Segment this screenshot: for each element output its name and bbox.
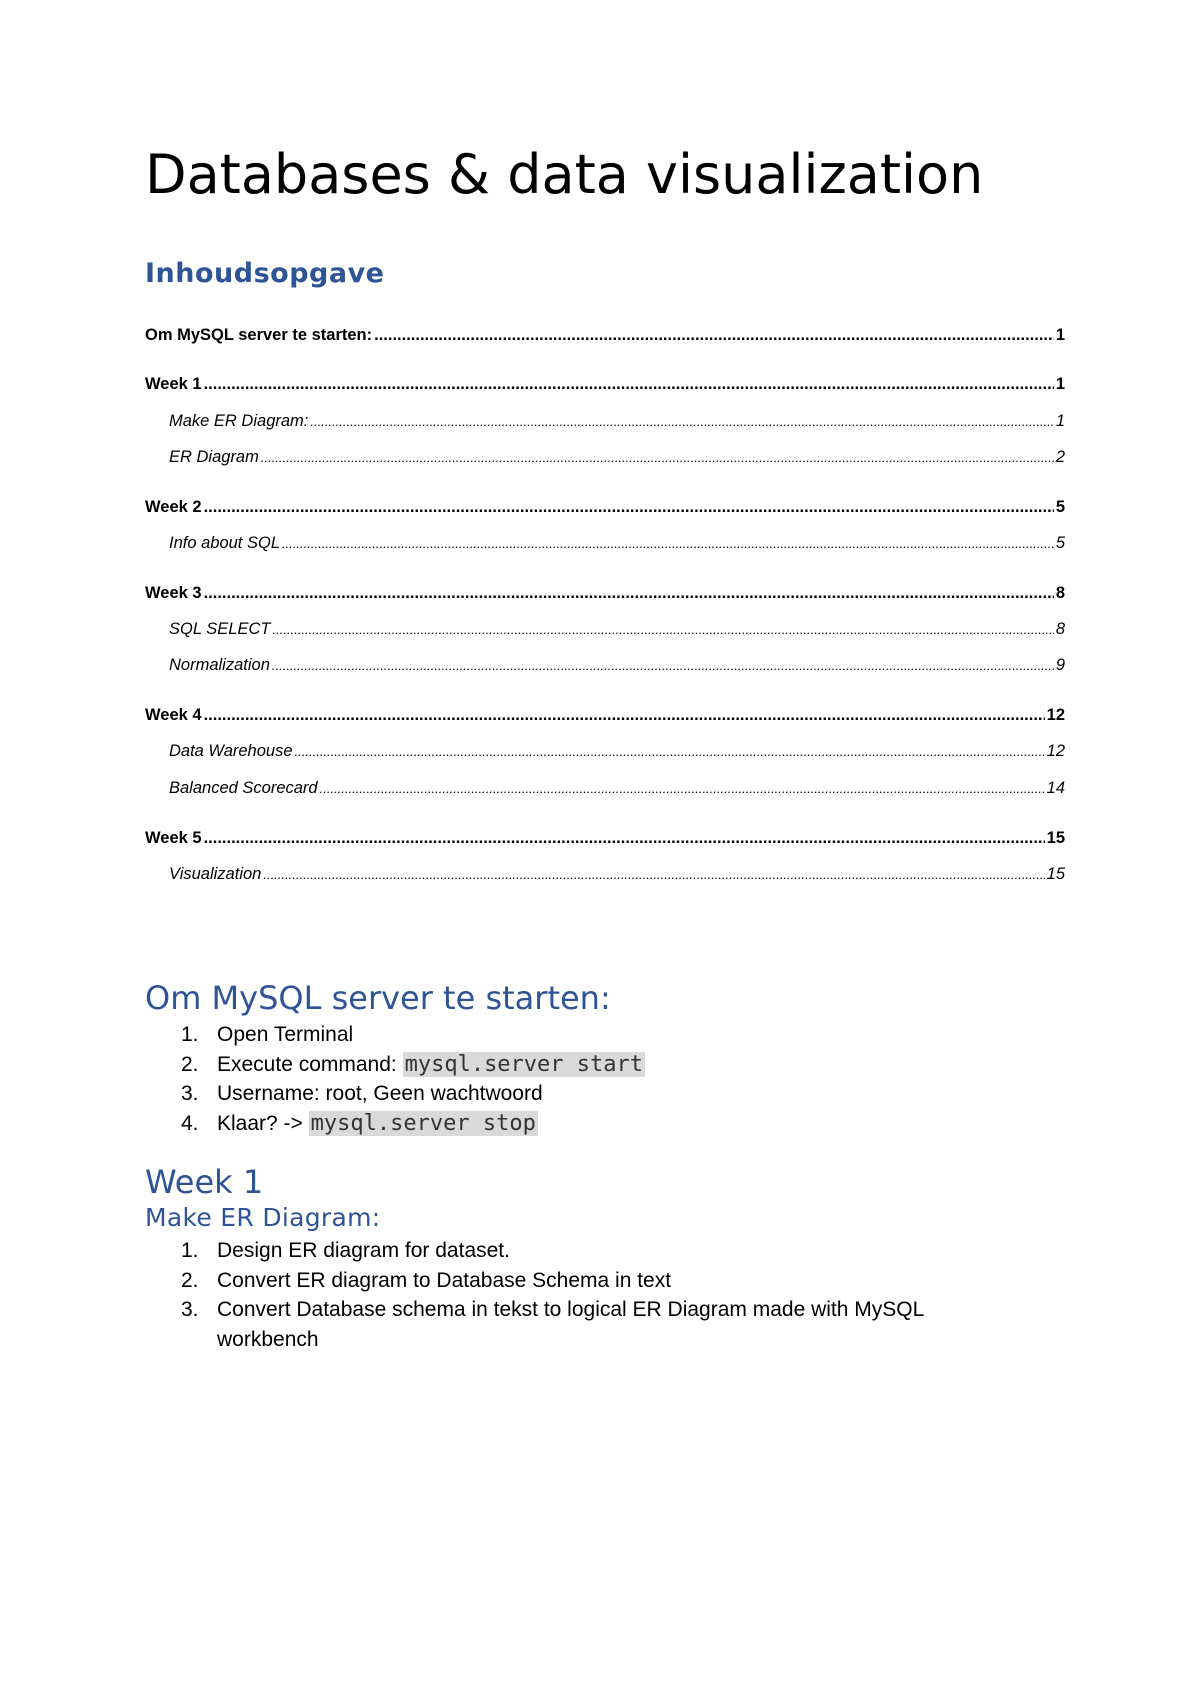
toc-page-number: 1	[1055, 412, 1065, 430]
toc-entry-week-1[interactable]	[145, 372, 1065, 396]
toc-entry-label: Data Warehouse	[169, 742, 293, 760]
toc-entry-balanced-scorecard[interactable]	[169, 776, 1065, 800]
toc-page-number: 12	[1046, 742, 1065, 760]
toc-leader-dots	[204, 826, 1045, 850]
toc-entry-label: Week 1	[145, 375, 202, 393]
list-text	[217, 1079, 965, 1109]
list-text: Design ER diagram for dataset.	[217, 1239, 510, 1262]
toc-entry-label: ER Diagram	[169, 448, 259, 466]
list-text	[217, 1109, 965, 1139]
list-text: Convert ER diagram to Database Schema in text	[217, 1268, 672, 1292]
list-item	[145, 1079, 965, 1109]
toc-entry-data-warehouse[interactable]	[169, 739, 1065, 763]
toc-entry-week-4[interactable]	[145, 703, 1065, 727]
toc-entry-label: Visualization	[169, 865, 262, 883]
toc-page-number: 15	[1046, 829, 1065, 847]
list-item	[145, 1266, 965, 1296]
toc-leader-dots	[204, 581, 1054, 605]
list-text	[217, 1050, 965, 1080]
toc-entry-label: Week 5	[145, 829, 202, 847]
toc-entry-label: Normalization	[169, 656, 270, 674]
toc-entry-label: Balanced Scorecard	[169, 779, 318, 797]
toc-entry-info-about-sql[interactable]	[169, 531, 1065, 555]
toc-leader-dots	[263, 863, 1044, 887]
list-item	[145, 1295, 965, 1354]
toc-entry-week-3[interactable]	[145, 581, 1065, 605]
toc-entry-er-diagram[interactable]	[169, 445, 1065, 469]
step-text: Klaar? ->	[217, 1111, 309, 1135]
toc-page-number: 8	[1055, 584, 1065, 602]
list-number: 1.	[181, 1023, 199, 1046]
toc-entry-sql-select[interactable]	[169, 617, 1065, 641]
toc-heading: Inhoudsopgave	[145, 258, 385, 289]
toc-entry-label: SQL SELECT	[169, 620, 271, 638]
toc-leader-dots	[204, 495, 1054, 519]
toc-entry-week-2[interactable]	[145, 495, 1065, 519]
toc-page-number: 12	[1046, 706, 1065, 724]
toc-entry-normalization[interactable]	[169, 653, 1065, 677]
list-text: Convert Database schema in tekst to logical ER Diagram made with MySQL workbench	[217, 1298, 924, 1351]
list-number: 1.	[181, 1239, 199, 1262]
list-number: 2.	[181, 1268, 199, 1292]
toc-leader-dots	[282, 532, 1054, 556]
toc-page-number: 5	[1055, 498, 1065, 516]
toc-entry-label: Om MySQL server te starten:	[145, 326, 373, 344]
make-er-diagram-heading: Make ER Diagram:	[145, 1203, 381, 1232]
toc-entry-label: Make ER Diagram:	[169, 412, 309, 430]
toc-page-number: 14	[1046, 779, 1065, 797]
list-item	[145, 1236, 965, 1266]
toc-leader-dots	[261, 446, 1054, 470]
list-number: 2.	[181, 1052, 199, 1076]
toc-entry-label: Week 4	[145, 706, 202, 724]
toc-leader-dots	[295, 740, 1045, 764]
list-item	[145, 1020, 965, 1050]
toc-page-number: 9	[1055, 656, 1065, 674]
week1-steps-list	[145, 1236, 965, 1354]
week1-heading: Week 1	[145, 1163, 264, 1201]
mysql-steps-list	[145, 1020, 965, 1138]
step-text: Open Terminal	[217, 1023, 354, 1046]
toc-entry-mysql[interactable]	[145, 323, 1065, 347]
command-code: mysql.server start	[404, 1051, 644, 1077]
step-text: Execute command:	[217, 1052, 403, 1076]
toc-leader-dots	[204, 703, 1045, 727]
command-code: mysql.server stop	[310, 1110, 536, 1136]
list-text	[217, 1020, 965, 1050]
toc-page-number: 1	[1055, 326, 1065, 344]
list-number: 4.	[181, 1111, 199, 1135]
toc-page-number: 1	[1055, 375, 1065, 393]
toc-leader-dots	[310, 410, 1053, 434]
step-text: Username: root, Geen wachtwoord	[217, 1082, 543, 1105]
toc-entry-label: Week 3	[145, 584, 202, 602]
toc-leader-dots	[374, 323, 1054, 347]
document-title: Databases & data visualization	[145, 143, 984, 206]
toc-entry-week-5[interactable]	[145, 826, 1065, 850]
list-item	[145, 1050, 965, 1080]
list-number: 3.	[181, 1082, 199, 1105]
toc-leader-dots	[320, 777, 1045, 801]
toc-entry-make-er-diagram[interactable]	[169, 409, 1065, 433]
toc-page-number: 15	[1046, 865, 1065, 883]
toc-page-number: 8	[1055, 620, 1065, 638]
mysql-section-heading: Om MySQL server te starten:	[145, 979, 611, 1017]
list-item	[145, 1109, 965, 1139]
toc-entry-visualization[interactable]	[169, 862, 1065, 886]
list-number: 3.	[181, 1298, 199, 1321]
toc-entry-label: Info about SQL	[169, 534, 280, 552]
toc-leader-dots	[204, 372, 1054, 396]
toc-leader-dots	[272, 654, 1054, 678]
toc-page-number: 2	[1055, 448, 1065, 466]
toc-entry-label: Week 2	[145, 498, 202, 516]
toc-leader-dots	[273, 618, 1054, 642]
toc-page-number: 5	[1055, 534, 1065, 552]
